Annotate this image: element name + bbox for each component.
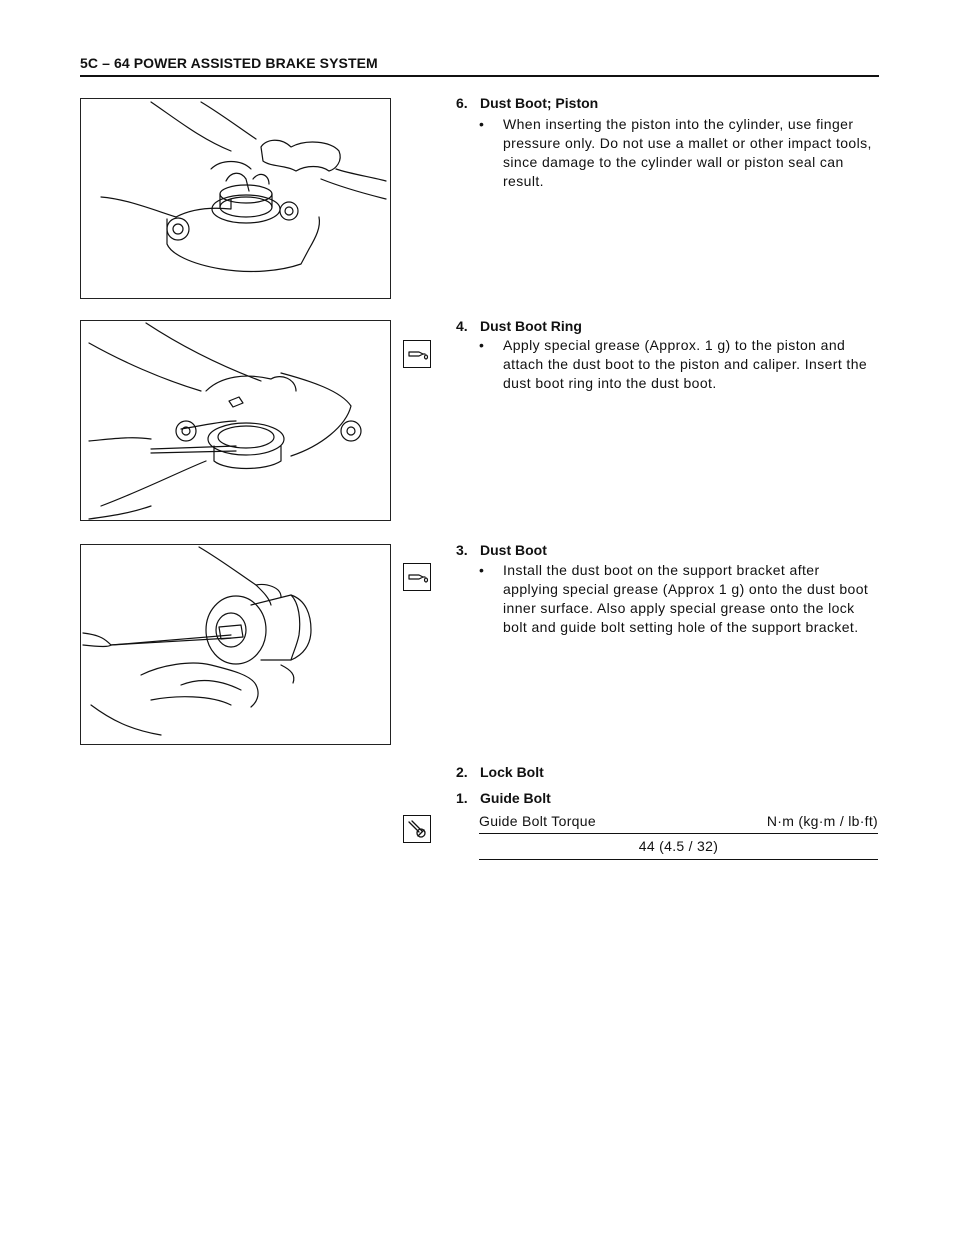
- header-rule: [80, 75, 879, 77]
- step-2-heading: [456, 764, 544, 780]
- bullet-dot: •: [479, 116, 485, 132]
- step-number: 1.: [456, 790, 468, 806]
- step-4-bullet: [479, 336, 879, 393]
- step-title: Dust Boot Ring: [480, 318, 582, 334]
- bullet-text: Apply special grease (Approx. 1 g) to the piston and attach the dust boot to the piston and caliper. Insert the dust boot ring into the dust boot.: [503, 337, 868, 391]
- bullet-dot: •: [479, 337, 485, 353]
- torque-wrench-icon: [403, 815, 431, 843]
- dust-boot-illustration: [80, 544, 391, 745]
- step-title: Lock Bolt: [480, 764, 544, 780]
- step-number: 6.: [456, 95, 468, 111]
- torque-label: Guide Bolt Torque: [479, 813, 596, 829]
- torque-header-row: [479, 813, 878, 834]
- step-number: 3.: [456, 542, 468, 558]
- step-number: 4.: [456, 318, 468, 334]
- step-number: 2.: [456, 764, 468, 780]
- torque-value-row: [479, 834, 878, 860]
- page-header-title: 5C – 64 POWER ASSISTED BRAKE SYSTEM: [80, 55, 378, 71]
- step-title: Dust Boot: [480, 542, 547, 558]
- dust-boot-ring-illustration: [80, 320, 391, 521]
- bullet-dot: •: [479, 562, 485, 578]
- step-3-bullet: [479, 561, 879, 637]
- torque-value: 44 (4.5 / 32): [638, 838, 719, 854]
- bullet-text: Install the dust boot on the support bracket after applying special grease (Approx 1 g) onto the dust boot inner surface. Also apply special grease onto the lock bolt and guide bolt setting hole of the support bracket.: [503, 562, 869, 635]
- step-1-heading: [456, 790, 551, 806]
- step-title: Guide Bolt: [480, 790, 551, 806]
- grease-icon: [403, 563, 431, 591]
- step-6-heading: [456, 95, 598, 111]
- torque-unit: N·m (kg·m / lb·ft): [766, 813, 878, 829]
- step-3-heading: [456, 542, 547, 558]
- step-title: Dust Boot; Piston: [480, 95, 599, 111]
- step-6-bullet: [479, 115, 879, 191]
- piston-insertion-illustration: [80, 98, 391, 299]
- torque-table: [479, 813, 878, 860]
- bullet-text: When inserting the piston into the cylinder, use finger pressure only. Do not use a mallet or other impact tools, since damage to the cylinder wall or piston seal can result.: [503, 116, 872, 189]
- grease-icon: [403, 340, 431, 368]
- step-4-heading: [456, 318, 582, 334]
